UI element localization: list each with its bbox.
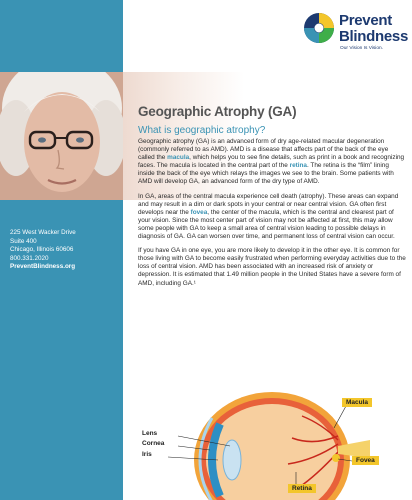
address-street: 225 West Wacker Drive: [10, 229, 76, 236]
p1-text-a: Geographic atrophy (GA) is an advanced form of dry age-related macular degeneration (commonly referred to as AMD). AMD is a disease that affects part of the back of the eye called the: [138, 138, 389, 162]
website-link[interactable]: PreventBlindness.org: [10, 263, 76, 271]
prevent-blindness-logo: [302, 8, 408, 56]
address-suite: Suite 400: [10, 237, 37, 245]
paragraph-1: [138, 138, 406, 187]
portrait-illustration: [0, 72, 123, 200]
logo-swirl-icon: [302, 11, 336, 45]
p1-text-c: . The retina is the “film” lining inside the back of the eye which relays the images we see to the brain. Some patients with AMD will develop GA, an advanced form of the dry type of AMD.: [138, 162, 394, 186]
paragraph-2: [138, 193, 406, 242]
label-macula: Macula: [342, 398, 372, 407]
article-body: [138, 125, 406, 294]
contact-address: [10, 229, 120, 272]
label-iris: Iris: [142, 451, 152, 458]
address-city: Chicago, Illinois 60606: [10, 246, 74, 254]
keyword-macula: macula: [167, 154, 190, 162]
keyword-retina: retina: [289, 162, 307, 170]
logo-name-line2: Blindness: [339, 28, 408, 45]
logo-tagline: Our Vision Is Vision.: [340, 46, 384, 51]
keyword-fovea: fovea: [190, 208, 208, 216]
label-retina: Retina: [288, 484, 316, 493]
p2-text-b: , the center of the macula, which is the central and clearest part of your vision. Since the most center part of vision may not be affected at first, this may allow some people with GA to keep a small area of central vision leading to possible delays in diagnosis of GA. GA can worsen over time, and permanent loss of central vision can occur.: [138, 208, 395, 241]
eye-anatomy-diagram: [138, 384, 408, 500]
label-fovea: Fovea: [352, 456, 379, 465]
p2-text-a: In GA, areas of the central macula experience cell death (atrophy). These areas can expand and may result in a dim or dark spots in your central or near central vision. GA often first develops near the: [138, 192, 399, 216]
p1-text-b: , which helps you to see fine details, such as print in a book and recognizing faces. The macula is located in the central part of the: [138, 154, 405, 170]
label-lens: Lens: [142, 430, 158, 437]
section-heading: What is geographic atrophy?: [138, 125, 266, 136]
sidebar-top-band: [0, 0, 123, 72]
page-title: Geographic Atrophy (GA): [138, 104, 297, 119]
address-phone: 800.331.2020: [10, 254, 49, 262]
label-cornea: Cornea: [142, 440, 165, 447]
paragraph-3: If you have GA in one eye, you are more likely to develop it in the other eye. It is common for those living with GA to become easily frustrated when performing everyday activities due to the loss of central vision. AMD has been associated with an increased risk of anxiety or depression. It is estimated that 1.49 million people in the United States have a severe form of AMD, including GA.¹: [138, 247, 406, 287]
woman-portrait-photo: [0, 72, 123, 200]
logo-name-line1: Prevent: [339, 12, 392, 29]
